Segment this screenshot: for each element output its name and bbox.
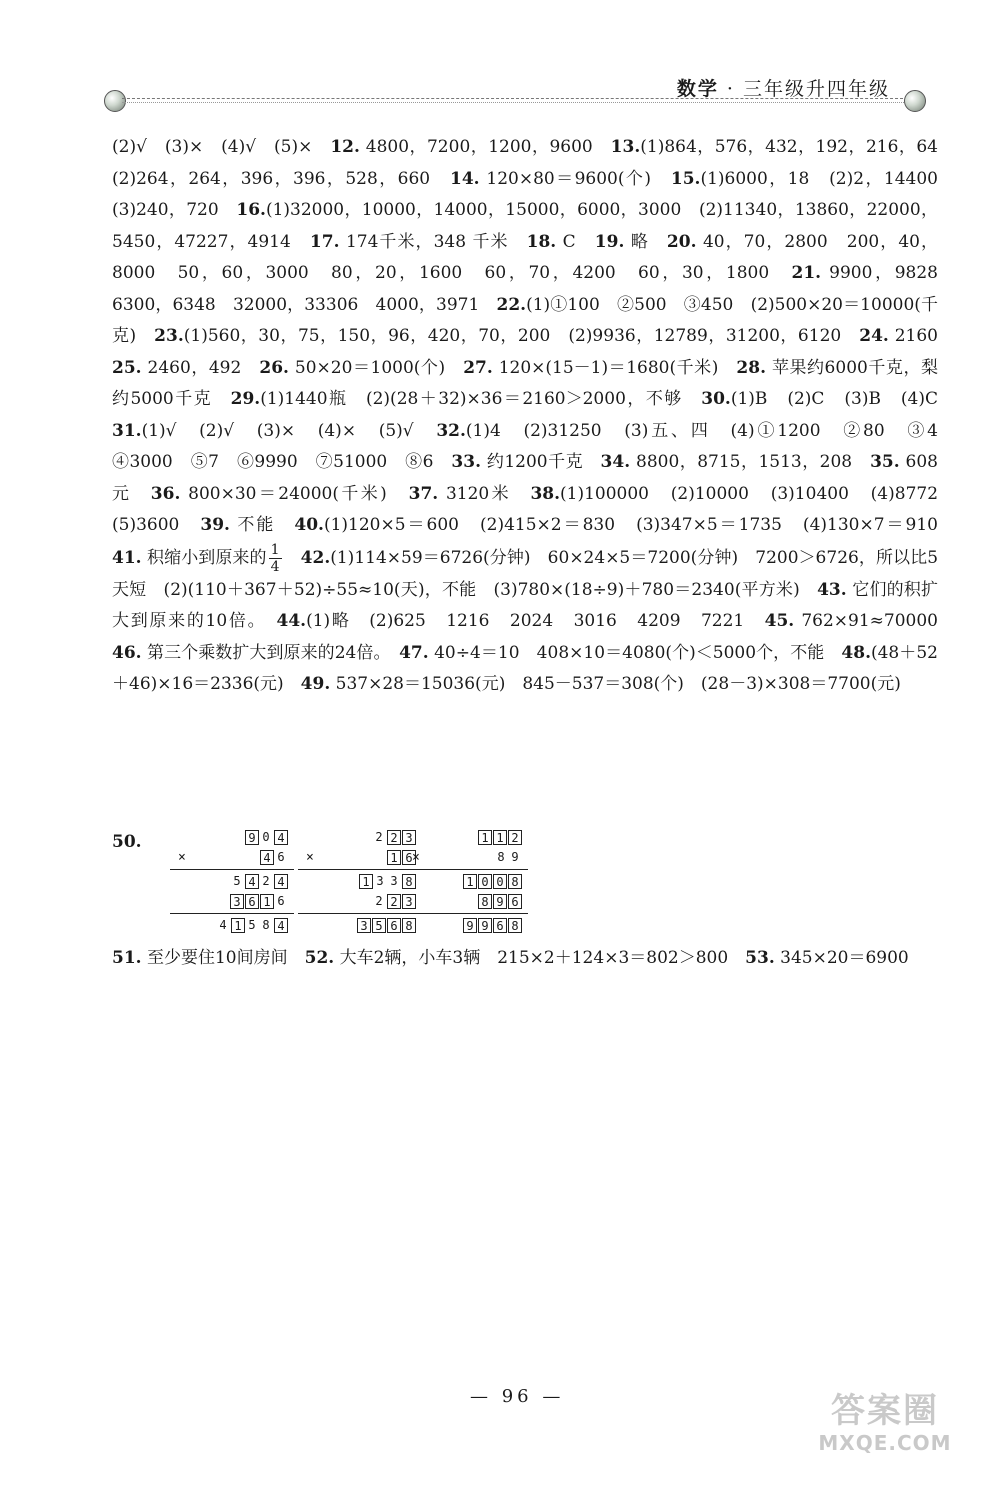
multiply-sign: × bbox=[306, 850, 314, 865]
filled-box-digit: 1 bbox=[260, 894, 274, 909]
grid-row bbox=[170, 916, 294, 936]
header-separator: · bbox=[726, 78, 735, 100]
watermark-url: MXQE.COM bbox=[818, 1431, 952, 1455]
filled-box-digit: 4 bbox=[260, 850, 274, 865]
filled-box-digit: 8 bbox=[508, 874, 522, 889]
filled-box-digit: 6 bbox=[508, 894, 522, 909]
filled-box-digit: 1 bbox=[387, 850, 401, 865]
digit: 5 bbox=[233, 874, 241, 888]
filled-box-digit: 9 bbox=[478, 918, 492, 933]
grid-row bbox=[404, 872, 528, 892]
filled-box-digit: 3 bbox=[402, 894, 416, 909]
filled-box-digit: 0 bbox=[493, 874, 507, 889]
multiply-sign: × bbox=[178, 850, 186, 865]
problem-number: 50. bbox=[112, 832, 142, 852]
filled-box-digit: 9 bbox=[463, 918, 477, 933]
grid-row bbox=[404, 828, 528, 848]
filled-box-digit: 1 bbox=[463, 874, 477, 889]
filled-box-digit: 6 bbox=[245, 894, 259, 909]
filled-box-digit: 9 bbox=[493, 894, 507, 909]
digit: 8 bbox=[497, 850, 505, 864]
filled-box-digit: 2 bbox=[387, 894, 401, 909]
filled-box-digit: 6 bbox=[493, 918, 507, 933]
grid-row bbox=[404, 848, 528, 868]
answer-paragraph: 51. 至少要住10间房间 52. 大车2辆，小车3辆 215×2＋124×3＝802＞800 53. 345×20＝6900 bbox=[112, 948, 909, 968]
digit: 2 bbox=[262, 874, 270, 888]
filled-box-digit: 5 bbox=[372, 918, 386, 933]
filled-box-digit: 2 bbox=[508, 830, 522, 845]
sum-line bbox=[404, 869, 528, 870]
page-number: — 96 — bbox=[470, 1386, 565, 1407]
filled-box-digit: 6 bbox=[387, 918, 401, 933]
filled-box-digit: 8 bbox=[402, 874, 416, 889]
header-subject: 数学 bbox=[676, 78, 719, 100]
digit: 5 bbox=[248, 918, 256, 932]
filled-box-digit: 3 bbox=[357, 918, 371, 933]
grid-row bbox=[170, 828, 294, 848]
filled-box-digit: 8 bbox=[402, 918, 416, 933]
filled-box-digit: 8 bbox=[508, 918, 522, 933]
grid-row bbox=[170, 872, 294, 892]
digit: 2 bbox=[375, 894, 383, 908]
filled-box-digit: 1 bbox=[359, 874, 373, 889]
digit: 6 bbox=[277, 894, 285, 908]
digit: 0 bbox=[262, 830, 270, 844]
sum-line bbox=[404, 913, 528, 914]
multiplication-grid bbox=[404, 828, 528, 936]
filled-box-digit: 1 bbox=[231, 918, 245, 933]
grid-row bbox=[170, 892, 294, 912]
multiply-sign: × bbox=[412, 850, 420, 865]
digit: 9 bbox=[511, 850, 519, 864]
filled-box-digit: 2 bbox=[387, 830, 401, 845]
digit: 8 bbox=[262, 918, 270, 932]
digit: 2 bbox=[375, 830, 383, 844]
filled-box-digit: 3 bbox=[230, 894, 244, 909]
filled-box-digit: 0 bbox=[478, 874, 492, 889]
watermark bbox=[800, 1391, 970, 1471]
answer-text-continued bbox=[112, 940, 938, 976]
page-header bbox=[100, 68, 930, 112]
answer-paragraph: (2)√ (3)× (4)√ (5)× 12. 4800，7200，1200，9600 13.(1)864，576，432，192，216，64 (2)264，264，396，396，528，660 14. 120×80＝9600(个) 15.(1)6000，18 (2)2，14400 (3)240，720 16.(1)32000，10000，14000，15000，6000，3000 (2)11340，13860，22000，5450，47227，4914 17. 174千米，348 千米 18. C 19. 略 20. 40，70，2800 200，40，8000 50，60，3000 80，20，1600 60，70，4200 60，30，1800 21. 9900，9828 6300，6348 32000，33306 4000，3971 22.(1)①100 ②500 ③450 (2)500×20＝10000(千克) 23.(1)560，30，75，150，96，420，70，200 (2)9936，12789，31200，6120 24. 2160 25. 2460，492 26. 50×20＝1000(个) 27. 120×(15－1)＝1680(千米) 28. 苹果约6000千克，梨约5000千克 29.(1)1440瓶 (2)(28＋32)×36＝2160＞2000，不够 30.(1)B (2)C (3)B (4)C 31.(1)√ (2)√ (3)× (4)× (5)√ 32.(1)4 (2)31250 (3)五、四 (4)①1200 ②80 ③4 ④3000 ⑤7 ⑥9990 ⑦51000 ⑧6 33. 约1200千克 34. 8800，8715，1513，208 35. 608元 36. 800×30＝24000(千米) 37. 3120米 38.(1)100000 (2)10000 (3)10400 (4)8772 (5)3600 39. 不能 40.(1)120×5＝600 (2)415×2＝830 (3)347×5＝1735 (4)130×7＝910 41. 积缩小到原来的 $\frac{1}{4}$ 42.(1)114×59＝6726(分钟) 60×24×5＝7200(分钟) 7200＞6726，所以比5天短 (2)(110＋367＋52)÷55≈10(天)，不能 (3)780×(18÷9)＋780＝2340(平方米) 43. 它们的积扩大到原来的10倍。 44.(1)略 (2)625 1216 2024 3016 4209 7221 45. 762×91≈70000 46. 第三个乘数扩大到原来的24倍。 47. 40÷4＝10 408×10＝4080(个)＜5000个，不能 48.(48＋52＋46)×16＝2336(元) 49. 537×28＝15036(元) 845－537＝308(个) (28－3)×308＝7700(元) bbox=[112, 137, 956, 694]
watermark-logo: 答案圈 bbox=[831, 1391, 939, 1431]
filled-box-digit: 4 bbox=[274, 874, 288, 889]
digit: 3 bbox=[376, 874, 384, 888]
filled-box-digit: 6 bbox=[402, 850, 416, 865]
filled-box-digit: 3 bbox=[402, 830, 416, 845]
digit: 4 bbox=[219, 918, 227, 932]
filled-box-digit: 4 bbox=[274, 830, 288, 845]
digit: 6 bbox=[277, 850, 285, 864]
answer-text bbox=[112, 132, 956, 701]
filled-box-digit: 1 bbox=[493, 830, 507, 845]
sum-line bbox=[170, 913, 294, 914]
grid-row bbox=[170, 848, 294, 868]
header-grade: 三年级升四年级 bbox=[742, 78, 890, 100]
filled-box-digit: 4 bbox=[274, 918, 288, 933]
header-title bbox=[677, 74, 890, 101]
filled-box-digit: 8 bbox=[478, 894, 492, 909]
multiplication-grid bbox=[170, 828, 294, 936]
grid-row bbox=[404, 916, 528, 936]
pearl-ornament-icon bbox=[904, 90, 926, 112]
filled-box-digit: 4 bbox=[245, 874, 259, 889]
grid-row bbox=[404, 892, 528, 912]
filled-box-digit: 1 bbox=[478, 830, 492, 845]
digit: 3 bbox=[390, 874, 398, 888]
filled-box-digit: 9 bbox=[245, 830, 259, 845]
sum-line bbox=[170, 869, 294, 870]
